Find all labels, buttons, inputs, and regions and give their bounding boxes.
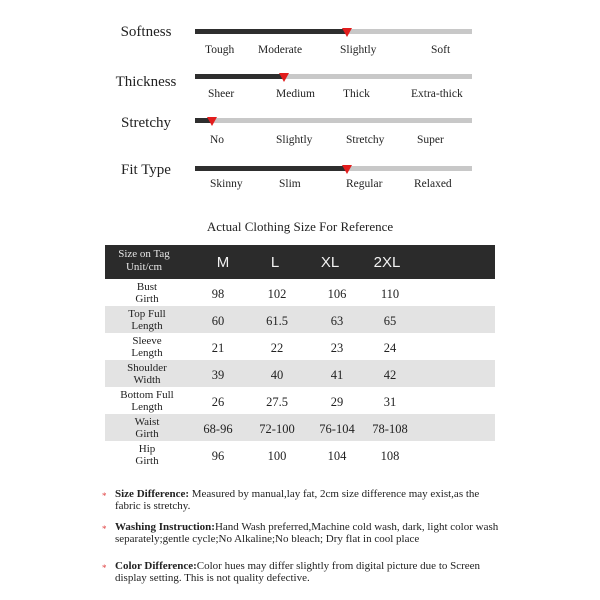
table-cell: 65 bbox=[383, 314, 397, 328]
fit-type-label: Fit Type bbox=[121, 162, 171, 178]
table-row bbox=[105, 279, 495, 306]
table-cell: 42 bbox=[383, 368, 397, 382]
table-cell: 96 bbox=[211, 449, 225, 463]
table-row bbox=[105, 414, 495, 441]
table-cell: 76-104 bbox=[319, 422, 355, 436]
thickness-option: Thick bbox=[343, 88, 370, 100]
softness-option: Moderate bbox=[258, 44, 303, 56]
fit-type-option: Relaxed bbox=[414, 178, 452, 190]
thickness-option: Extra-thick bbox=[411, 88, 463, 100]
table-cell: 108 bbox=[380, 449, 400, 463]
stretchy-scale bbox=[195, 118, 472, 123]
table-row bbox=[105, 387, 495, 414]
table-cell: 29 bbox=[330, 395, 344, 409]
table-row bbox=[105, 360, 495, 387]
fit-type-option: Skinny bbox=[210, 178, 243, 190]
softness-scale bbox=[195, 29, 472, 34]
table-cell: 78-108 bbox=[372, 422, 408, 436]
table-cell: 100 bbox=[267, 449, 287, 463]
note-title: Washing Instruction: bbox=[115, 521, 215, 533]
size-difference-note bbox=[115, 489, 500, 512]
table-cell: 39 bbox=[211, 368, 225, 382]
table-cell: 21 bbox=[211, 341, 225, 355]
stretchy-option: Super bbox=[417, 134, 444, 146]
fit-type-option: Regular bbox=[346, 178, 383, 190]
table-cell: 40 bbox=[270, 368, 284, 382]
table-cell: 60 bbox=[211, 314, 225, 328]
bullet-icon: * bbox=[102, 563, 107, 573]
table-cell: 24 bbox=[383, 341, 397, 355]
softness-option: Slightly bbox=[340, 44, 377, 56]
table-cell: 98 bbox=[211, 287, 225, 301]
table-cell: 31 bbox=[383, 395, 397, 409]
size-header-m: M bbox=[216, 254, 230, 271]
table-cell: 102 bbox=[267, 287, 287, 301]
size-table-title: Actual Clothing Size For Reference bbox=[206, 219, 394, 234]
stretchy-option: No bbox=[210, 134, 225, 146]
stretchy-label: Stretchy bbox=[121, 115, 171, 131]
softness-fill bbox=[195, 29, 347, 34]
fit-type-scale bbox=[195, 166, 472, 171]
row-label: Bottom Full Length bbox=[120, 389, 174, 413]
thickness-marker-icon bbox=[279, 73, 289, 82]
table-row bbox=[105, 306, 495, 333]
table-row bbox=[105, 441, 495, 468]
table-cell: 110 bbox=[380, 287, 400, 301]
note-text: Measured by manual,lay fat, 2cm size difference may exist,as the fabric is stretchy. bbox=[115, 488, 480, 512]
table-cell: 26 bbox=[211, 395, 225, 409]
softness-marker-icon bbox=[342, 28, 352, 37]
size-header-xl: XL bbox=[320, 254, 340, 271]
stretchy-option: Slightly bbox=[276, 134, 313, 146]
thickness-option: Medium bbox=[276, 88, 315, 100]
fit-type-marker-icon bbox=[342, 165, 352, 174]
table-cell: 41 bbox=[330, 368, 344, 382]
thickness-fill bbox=[195, 74, 284, 79]
note-title: Color Difference: bbox=[115, 560, 197, 572]
table-cell: 23 bbox=[330, 341, 344, 355]
fit-type-fill bbox=[195, 166, 347, 171]
row-label: Waist Girth bbox=[134, 416, 160, 440]
table-cell: 63 bbox=[330, 314, 344, 328]
size-header-2xl: 2XL bbox=[373, 254, 401, 271]
table-cell: 106 bbox=[327, 287, 347, 301]
size-on-tag-label: Size on Tag bbox=[118, 248, 170, 260]
size-table bbox=[105, 245, 495, 468]
row-label: Hip Girth bbox=[135, 443, 159, 467]
row-label: Shoulder Width bbox=[127, 362, 167, 386]
unit-label: Unit/cm bbox=[125, 261, 163, 273]
table-cell: 104 bbox=[327, 449, 347, 463]
table-cell: 72-100 bbox=[259, 422, 295, 436]
bullet-icon: * bbox=[102, 491, 107, 501]
size-header-l: L bbox=[270, 254, 280, 271]
size-on-tag-header bbox=[105, 248, 183, 274]
table-row bbox=[105, 333, 495, 360]
row-label: Bust Girth bbox=[135, 281, 159, 305]
stretchy-marker-icon bbox=[207, 117, 217, 126]
table-cell: 61.5 bbox=[266, 314, 288, 328]
thickness-option: Sheer bbox=[208, 88, 235, 100]
stretchy-option: Stretchy bbox=[346, 134, 385, 146]
row-label: Top Full Length bbox=[128, 308, 166, 332]
size-table-header bbox=[105, 245, 495, 279]
softness-option: Tough bbox=[205, 44, 235, 56]
table-cell: 27.5 bbox=[266, 395, 288, 409]
washing-instruction-note bbox=[115, 522, 500, 545]
fit-type-option: Slim bbox=[279, 178, 301, 190]
bullet-icon: * bbox=[102, 524, 107, 534]
softness-label: Softness bbox=[120, 24, 172, 40]
color-difference-note bbox=[115, 561, 500, 584]
thickness-label: Thickness bbox=[115, 74, 177, 90]
thickness-scale bbox=[195, 74, 472, 79]
table-cell: 68-96 bbox=[203, 422, 233, 436]
note-title: Size Difference: bbox=[115, 488, 190, 500]
softness-option: Soft bbox=[431, 44, 451, 56]
note-text: Color hues may differ slightly from digital picture due to Screen display setting. This is not quality defective. bbox=[115, 560, 481, 584]
note-text: Hand Wash preferred,Machine cold wash, dark, light color wash separately;gentle cycle;No Alkaline;No bleach; Dry flat in cool place bbox=[115, 521, 499, 545]
table-cell: 22 bbox=[270, 341, 284, 355]
row-label: Sleeve Length bbox=[131, 335, 163, 359]
